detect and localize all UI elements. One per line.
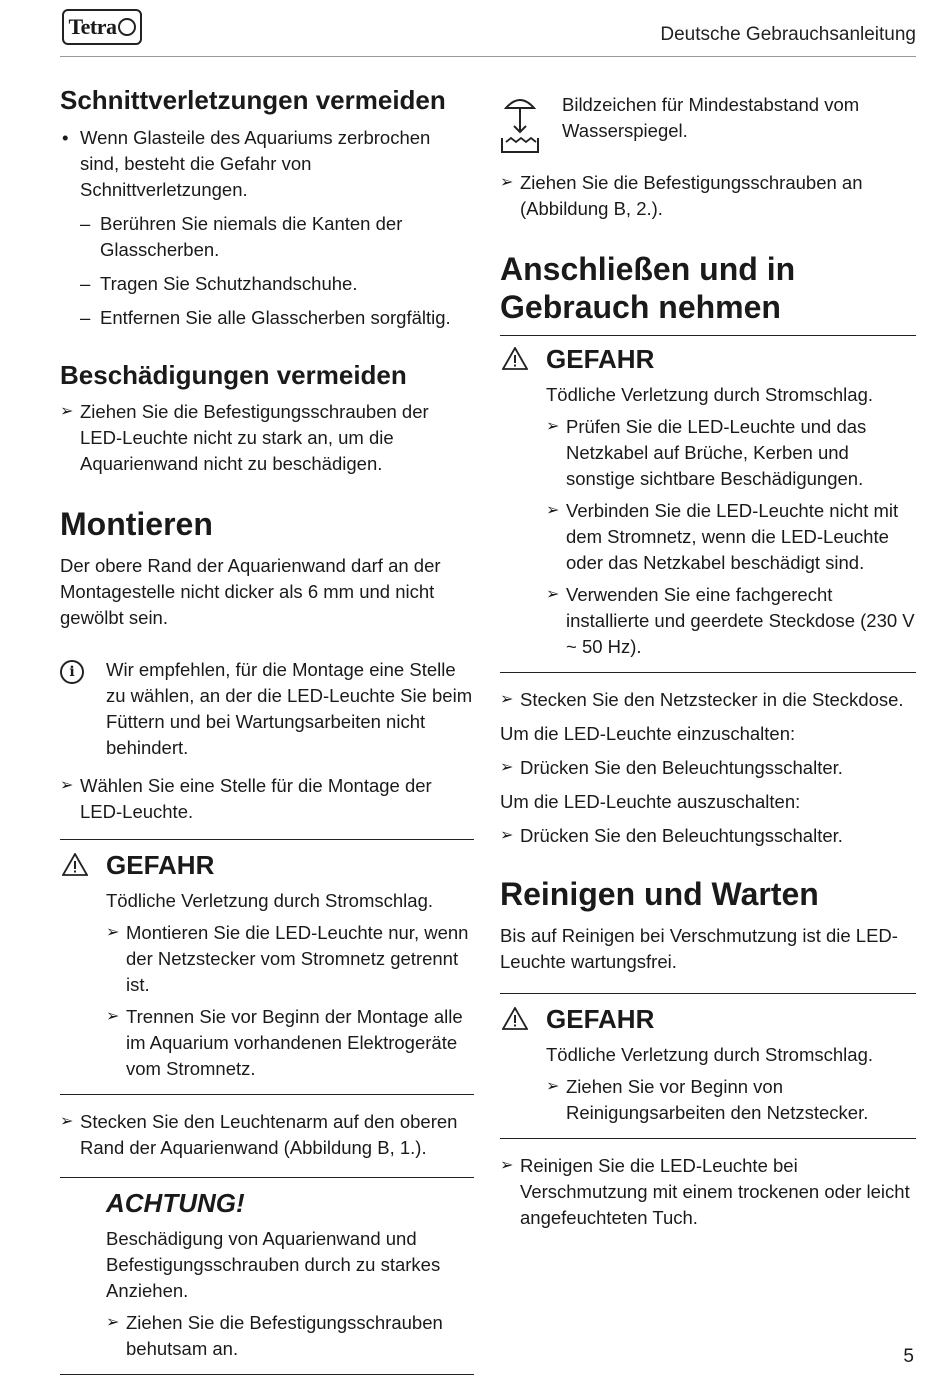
- left-column: [60, 70, 474, 1389]
- caution-box: [60, 1177, 474, 1375]
- warning-triangle-icon: [502, 1007, 528, 1030]
- step-item: ➢ Drücken Sie den Beleuchtungsschalter.: [500, 823, 916, 849]
- step-item: ➢ Ziehen Sie die Befestigungsschrauben an (Abbildung B, 2.).: [500, 172, 863, 219]
- warning-triangle-icon: [62, 853, 88, 876]
- arrow-icon: ➢: [546, 1078, 560, 1096]
- arrow-icon: ➢: [546, 585, 560, 603]
- info-icon: i: [60, 660, 84, 684]
- arrow-icon: ➢: [500, 758, 514, 776]
- step-item: ➢ Ziehen Sie die Befestigungsschrauben behutsam an.: [106, 1312, 443, 1360]
- caution-title: ACHTUNG!: [106, 1188, 245, 1219]
- arrow-icon: ➢: [106, 1008, 120, 1026]
- step-item: ➢ Stecken Sie den Netzstecker in die Steckdose.: [500, 687, 916, 713]
- logo-text: Tetra: [68, 14, 117, 39]
- caution-text: Beschädigung von Aquarienwand und Befestigungsschrauben durch zu starkes Anziehen.: [106, 1228, 441, 1302]
- step-item: ➢ Prüfen Sie die LED-Leuchte und das Netzkabel auf Brüche, Kerben und sonstige sichtbare Beschädigungen.: [546, 415, 867, 489]
- step-item: ➢ Drücken Sie den Beleuchtungsschalter.: [500, 755, 916, 781]
- mount-intro: Der obere Rand der Aquarienwand darf an der Montagestelle nicht dicker als 6 mm und nicht gewölbt sein.: [60, 555, 441, 629]
- arrow-icon: ➢: [500, 1157, 514, 1175]
- arrow-icon: ➢: [500, 174, 514, 191]
- section-title-clean: Reinigen und Warten: [500, 875, 819, 912]
- section-title-damage: Beschädigungen vermeiden: [60, 359, 407, 390]
- info-note: i Wir empfehlen, für die Montage eine Stelle zu wählen, an der die LED-Leuchte Sie beim Füttern und bei Wartungsarbeiten nicht behindert.: [60, 657, 474, 761]
- step-item: ➢ Wählen Sie eine Stelle für die Montage der LED-Leuchte.: [60, 775, 432, 823]
- dash-item: – Entfernen Sie alle Glasscherben sorgfältig.: [60, 305, 474, 331]
- section-title-mount: Montieren: [60, 506, 213, 542]
- danger-box: [500, 336, 916, 673]
- water-distance-symbol-note: Bildzeichen für Mindestabstand vom Wasserspiegel.: [500, 92, 916, 152]
- danger-text: Tödliche Verletzung durch Stromschlag.: [546, 383, 874, 405]
- warning-triangle-icon: [502, 347, 528, 370]
- dash-item: – Berühren Sie niemals die Kanten der Glasscherben.: [60, 211, 474, 263]
- arrow-icon: ➢: [546, 501, 560, 519]
- page-number: 5: [903, 1346, 914, 1367]
- right-column: [500, 82, 916, 1239]
- switch-on-label: Um die LED-Leuchte einzuschalten:: [500, 722, 796, 744]
- step-item: ➢ Trennen Sie vor Beginn der Montage alle im Aquarium vorhandenen Elektrogeräte vom Stromnetz.: [106, 1006, 463, 1080]
- step-item: ➢ Ziehen Sie die Befestigungsschrauben der LED-Leuchte nicht zu stark an, um die Aquarienwand nicht zu beschädigen.: [60, 401, 429, 474]
- dash-item: – Tragen Sie Schutzhandschuhe.: [60, 271, 474, 297]
- danger-title: GEFAHR: [500, 342, 916, 376]
- step-item: ➢ Stecken Sie den Leuchtenarm auf den oberen Rand der Aquarienwand (Abbildung B, 1.).: [60, 1111, 458, 1159]
- danger-title: GEFAHR: [500, 1002, 916, 1036]
- switch-off-label: Um die LED-Leuchte auszuschalten:: [500, 790, 801, 812]
- clean-intro: Bis auf Reinigen bei Verschmutzung ist die LED-Leuchte wartungsfrei.: [500, 925, 898, 973]
- danger-box: [500, 993, 916, 1139]
- section-title-cuts: Schnittverletzungen vermeiden: [60, 85, 446, 115]
- step-item: ➢ Reinigen Sie die LED-Leuchte bei Verschmutzung mit einem trockenen oder leicht angefeuchteten Tuch.: [500, 1155, 910, 1229]
- water-distance-icon: [500, 92, 540, 154]
- fish-icon: [118, 18, 136, 36]
- step-item: ➢ Ziehen Sie vor Beginn von Reinigungsarbeiten den Netzstecker.: [546, 1076, 869, 1124]
- arrow-icon: ➢: [500, 826, 514, 844]
- arrow-icon: ➢: [106, 1314, 120, 1332]
- page-header-title: Deutsche Gebrauchsanleitung: [660, 24, 916, 45]
- danger-text: Tödliche Verletzung durch Stromschlag.: [546, 1044, 874, 1066]
- header-divider: [60, 56, 916, 57]
- tetra-logo: [62, 9, 142, 45]
- arrow-icon: ➢: [60, 777, 74, 795]
- danger-text: Tödliche Verletzung durch Stromschlag.: [106, 890, 434, 912]
- danger-box: [60, 839, 474, 1095]
- arrow-icon: ➢: [106, 924, 120, 942]
- step-item: ➢ Verbinden Sie die LED-Leuchte nicht mit dem Stromnetz, wenn die LED-Leuchte oder das Netzkabel beschädigt sind.: [546, 499, 899, 573]
- arrow-icon: ➢: [60, 1113, 74, 1131]
- arrow-icon: ➢: [60, 403, 74, 420]
- arrow-icon: ➢: [500, 690, 514, 708]
- danger-title: GEFAHR: [60, 848, 474, 882]
- section-title-connect: Anschließen und in Gebrauch nehmen: [500, 250, 916, 336]
- arrow-icon: ➢: [546, 417, 560, 435]
- step-item: ➢ Montieren Sie die LED-Leuchte nur, wenn der Netzstecker vom Stromnetz getrennt ist.: [106, 922, 469, 996]
- bullet-item: • Wenn Glasteile des Aquariums zerbrochen sind, besteht die Gefahr von Schnittverletzungen.: [60, 125, 474, 203]
- step-item: ➢ Verwenden Sie eine fachgerecht installierte und geerdete Steckdose (230 V ~ 50 Hz).: [546, 583, 915, 657]
